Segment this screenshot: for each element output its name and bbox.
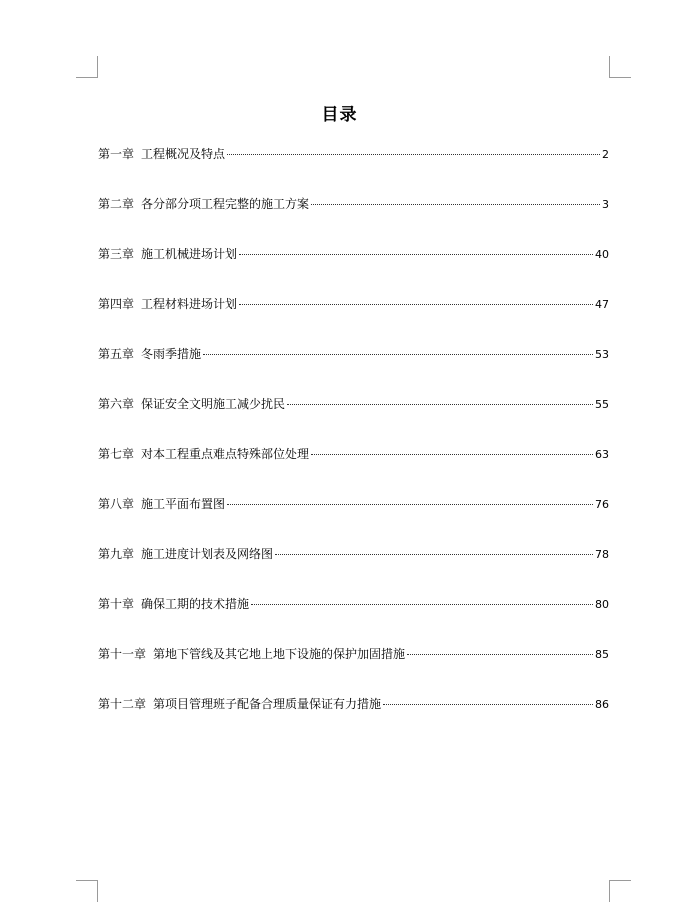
toc-dot-leader: [251, 604, 593, 605]
page-title: 目录: [321, 105, 358, 126]
toc-page-number: 80: [595, 598, 609, 611]
toc-entry[interactable]: [98, 496, 609, 546]
toc-page-number: 78: [595, 548, 609, 561]
toc-page-number: 2: [602, 148, 609, 161]
crop-mark-top-left: [76, 56, 98, 78]
toc-entry[interactable]: [98, 446, 609, 496]
toc-dot-leader: [407, 654, 593, 655]
toc-heading: 第地下管线及其它地上地下设施的保护加固措施: [153, 647, 406, 661]
toc-heading: 保证安全文明施工减少扰民: [141, 397, 286, 411]
toc-heading: 工程概况及特点: [141, 147, 226, 161]
toc-page-number: 85: [595, 648, 609, 661]
toc-heading: 施工平面布置图: [141, 497, 226, 511]
toc-page-number: 40: [595, 248, 609, 261]
toc-page-number: 47: [595, 298, 609, 311]
toc-chapter-number: 第十二章: [98, 697, 147, 711]
toc-entry[interactable]: [98, 246, 609, 296]
toc-dot-leader: [275, 554, 593, 555]
toc-chapter-number: 第十一章: [98, 647, 147, 661]
toc-dot-leader: [227, 154, 600, 155]
toc-dot-leader: [239, 304, 593, 305]
table-of-contents: [98, 146, 609, 746]
toc-entry[interactable]: [98, 696, 609, 746]
toc-chapter-number: 第五章: [98, 347, 135, 361]
toc-page-number: 55: [595, 398, 609, 411]
toc-entry[interactable]: [98, 646, 609, 696]
toc-heading: 第项目管理班子配备合理质量保证有力措施: [153, 697, 382, 711]
toc-heading: 施工进度计划表及网络图: [141, 547, 274, 561]
toc-page-number: 63: [595, 448, 609, 461]
crop-mark-top-right: [609, 56, 631, 78]
toc-heading: 冬雨季措施: [141, 347, 202, 361]
toc-page-number: 76: [595, 498, 609, 511]
toc-entry[interactable]: [98, 146, 609, 196]
toc-dot-leader: [287, 404, 593, 405]
toc-entry[interactable]: [98, 596, 609, 646]
toc-chapter-number: 第四章: [98, 297, 135, 311]
toc-page-number: 86: [595, 698, 609, 711]
toc-heading: 确保工期的技术措施: [141, 597, 250, 611]
toc-dot-leader: [203, 354, 593, 355]
toc-chapter-number: 第九章: [98, 547, 135, 561]
toc-entry[interactable]: [98, 546, 609, 596]
toc-heading: 工程材料进场计划: [141, 297, 238, 311]
toc-page-number: 3: [602, 198, 609, 211]
toc-dot-leader: [383, 704, 593, 705]
toc-heading: 施工机械进场计划: [141, 247, 238, 261]
toc-chapter-number: 第一章: [98, 147, 135, 161]
toc-page-number: 53: [595, 348, 609, 361]
toc-entry[interactable]: [98, 346, 609, 396]
toc-heading: 对本工程重点难点特殊部位处理: [141, 447, 310, 461]
toc-chapter-number: 第七章: [98, 447, 135, 461]
toc-chapter-number: 第十章: [98, 597, 135, 611]
toc-chapter-number: 第二章: [98, 197, 135, 211]
toc-entry[interactable]: [98, 196, 609, 246]
toc-entry[interactable]: [98, 396, 609, 446]
toc-entry[interactable]: [98, 296, 609, 346]
toc-dot-leader: [227, 504, 593, 505]
crop-mark-bottom-left: [76, 880, 98, 902]
crop-mark-bottom-right: [609, 880, 631, 902]
toc-chapter-number: 第六章: [98, 397, 135, 411]
toc-chapter-number: 第三章: [98, 247, 135, 261]
toc-heading: 各分部分项工程完整的施工方案: [141, 197, 310, 211]
toc-dot-leader: [311, 454, 593, 455]
toc-dot-leader: [311, 204, 600, 205]
toc-dot-leader: [239, 254, 593, 255]
toc-chapter-number: 第八章: [98, 497, 135, 511]
